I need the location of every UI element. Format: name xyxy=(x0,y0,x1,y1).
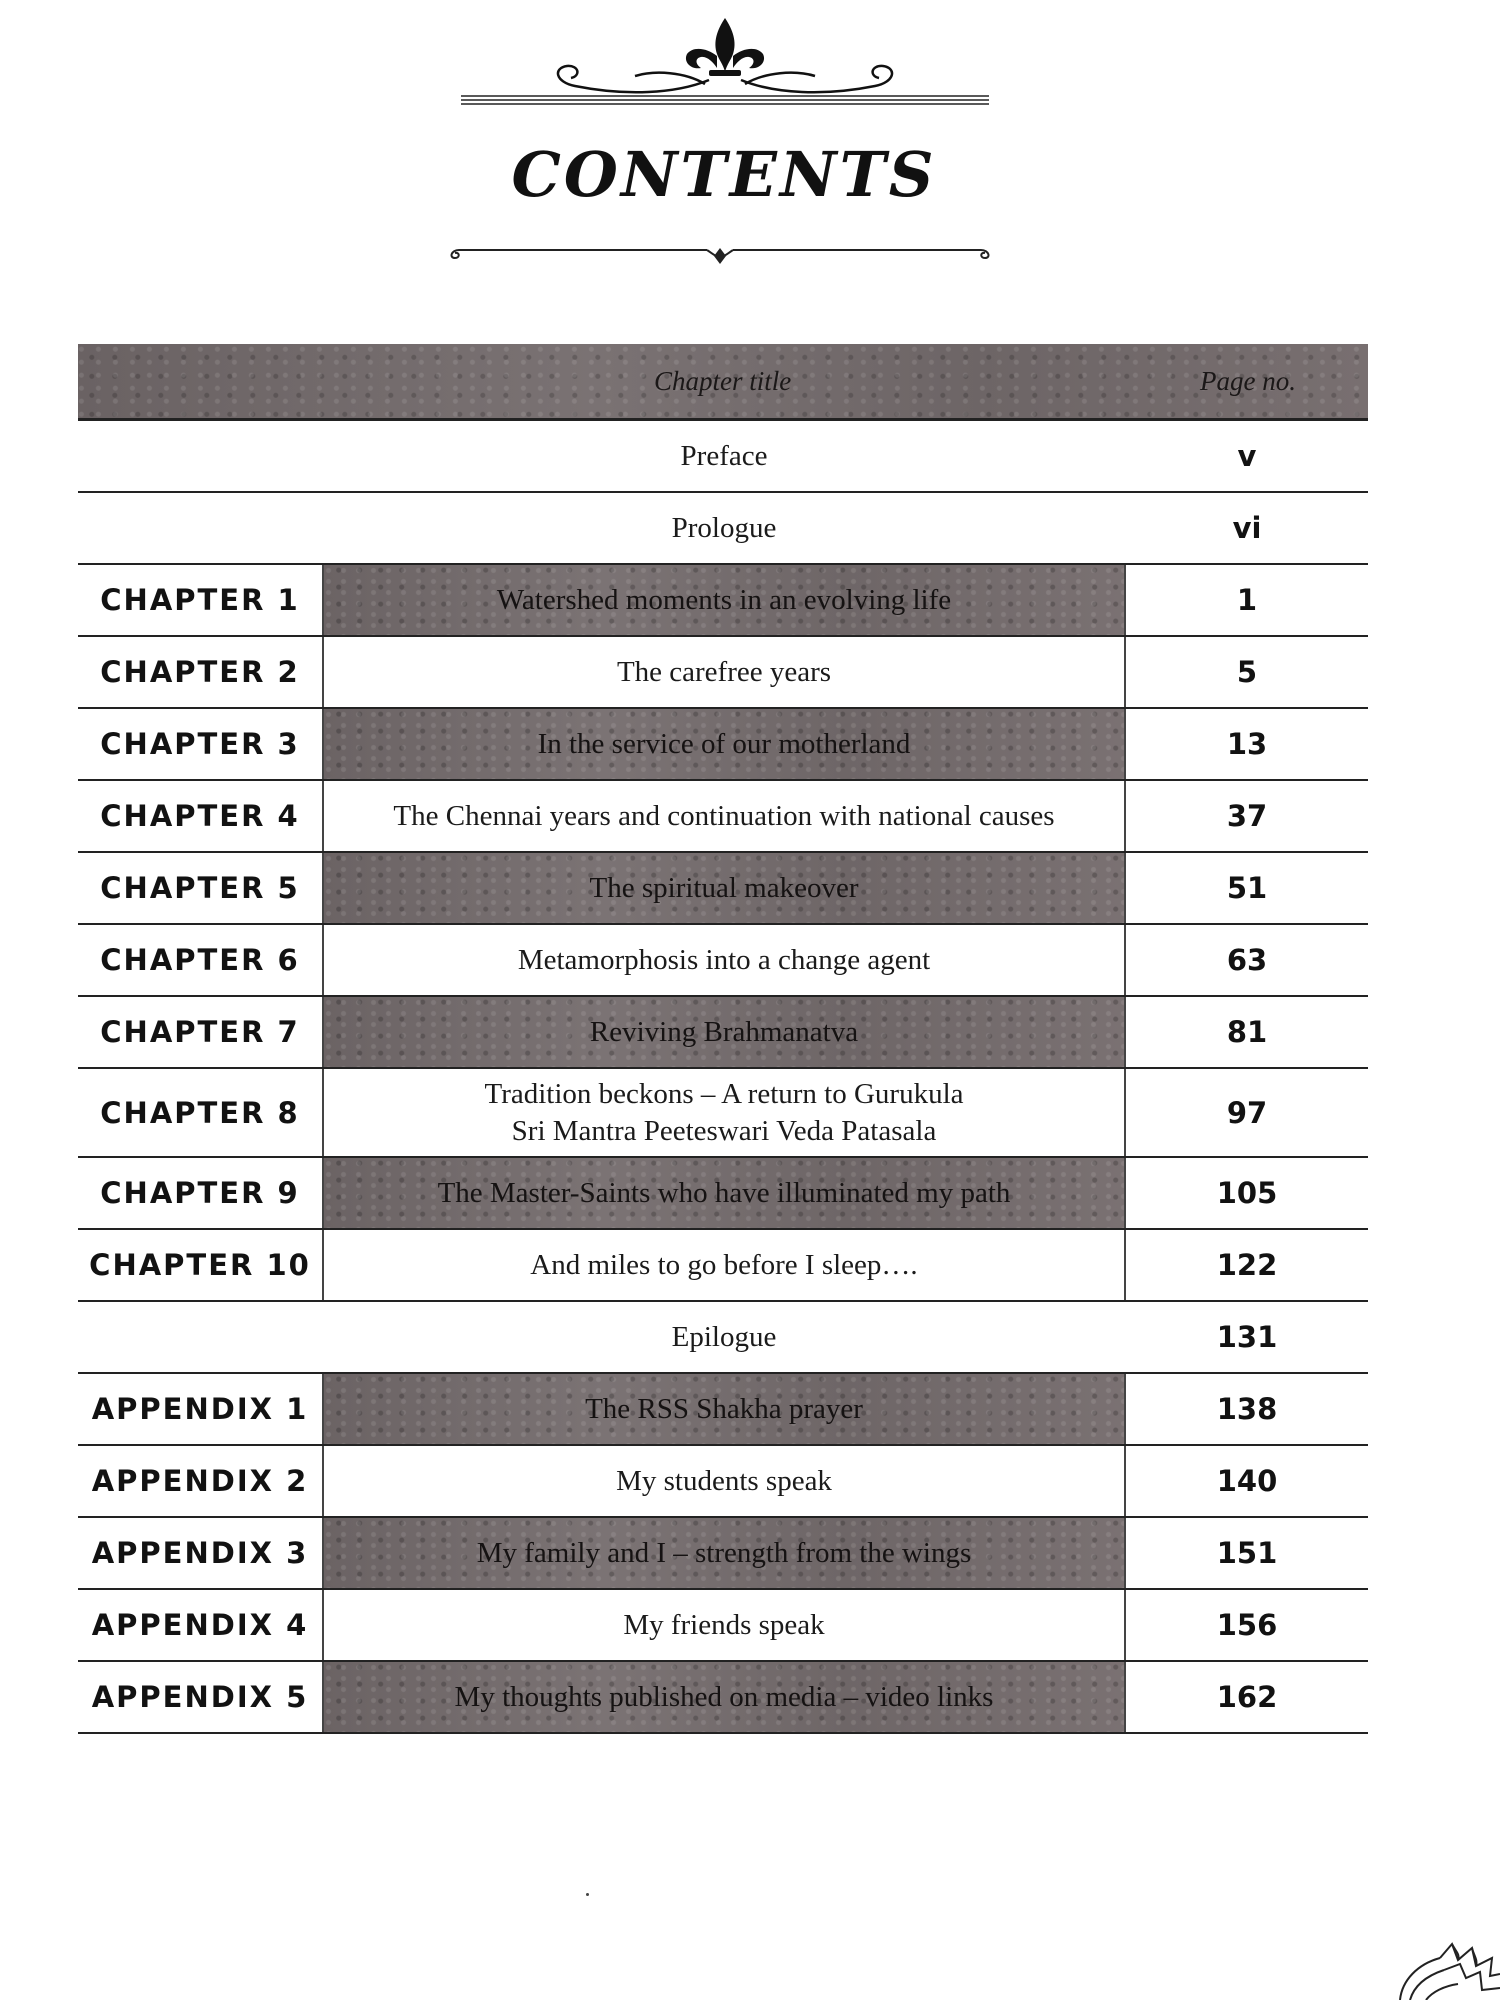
row-title: My friends speak xyxy=(324,1590,1126,1660)
header-chapter-title: Chapter title xyxy=(654,366,792,396)
row-page: 37 xyxy=(1226,799,1268,833)
row-title: My thoughts published on media – video links xyxy=(324,1662,1126,1732)
row-label: CHAPTER 9 xyxy=(78,1158,324,1228)
toc-row-chapter-8[interactable] xyxy=(78,1069,1368,1158)
row-label: APPENDIX 1 xyxy=(78,1374,324,1444)
row-title: Reviving Brahmanatva xyxy=(324,997,1126,1067)
row-title: Metamorphosis into a change agent xyxy=(324,925,1126,995)
toc-row-appendix-5[interactable] xyxy=(78,1662,1368,1734)
row-page: v xyxy=(1237,439,1257,473)
row-title: The Master-Saints who have illuminated my path xyxy=(324,1158,1126,1228)
fleur-de-lis-ornament-icon xyxy=(455,12,995,122)
toc-row-chapter-3[interactable] xyxy=(78,709,1368,781)
row-title: The spiritual makeover xyxy=(324,853,1126,923)
speck-mark xyxy=(586,1893,589,1896)
row-page: 13 xyxy=(1226,727,1268,761)
toc-row-appendix-2[interactable] xyxy=(78,1446,1368,1518)
row-label: CHAPTER 6 xyxy=(78,925,324,995)
contents-table xyxy=(78,344,1368,1734)
row-page: 131 xyxy=(1216,1320,1278,1354)
row-page: 97 xyxy=(1226,1095,1268,1130)
row-title: The RSS Shakha prayer xyxy=(324,1374,1126,1444)
row-label: CHAPTER 1 xyxy=(78,565,324,635)
row-label xyxy=(78,1302,324,1372)
toc-row-chapter-9[interactable] xyxy=(78,1158,1368,1230)
toc-row-chapter-10[interactable] xyxy=(78,1230,1368,1302)
toc-row-chapter-4[interactable] xyxy=(78,781,1368,853)
row-page: 63 xyxy=(1226,943,1268,977)
header-page-no: Page no. xyxy=(1200,366,1296,396)
table-header xyxy=(78,344,1368,421)
row-label xyxy=(78,421,324,491)
row-title: Prologue xyxy=(671,511,777,544)
row-label xyxy=(78,493,324,563)
mandala-corner-icon xyxy=(1340,1900,1500,2000)
row-label: CHAPTER 5 xyxy=(78,853,324,923)
row-label: APPENDIX 3 xyxy=(78,1518,324,1588)
row-title: My family and I – strength from the wings xyxy=(324,1518,1126,1588)
row-label: CHAPTER 7 xyxy=(78,997,324,1067)
row-label: CHAPTER 8 xyxy=(78,1069,324,1156)
row-label: APPENDIX 4 xyxy=(78,1590,324,1660)
row-page: 122 xyxy=(1216,1248,1278,1282)
row-title: Epilogue xyxy=(671,1320,777,1353)
row-title: In the service of our motherland xyxy=(324,709,1126,779)
row-page: 138 xyxy=(1216,1392,1278,1426)
toc-row-chapter-1[interactable] xyxy=(78,565,1368,637)
row-page: 151 xyxy=(1216,1536,1278,1570)
toc-row-chapter-7[interactable] xyxy=(78,997,1368,1069)
row-label: CHAPTER 3 xyxy=(78,709,324,779)
row-title: The carefree years xyxy=(324,637,1126,707)
toc-row-chapter-5[interactable] xyxy=(78,853,1368,925)
row-page: vi xyxy=(1232,511,1262,545)
toc-row-appendix-4[interactable] xyxy=(78,1590,1368,1662)
toc-row-prologue[interactable] xyxy=(78,493,1368,565)
row-label: CHAPTER 10 xyxy=(78,1230,324,1300)
row-page: 5 xyxy=(1236,655,1258,689)
toc-row-preface[interactable] xyxy=(78,421,1368,493)
row-label: CHAPTER 2 xyxy=(78,637,324,707)
page-title: CONTENTS xyxy=(511,138,937,211)
row-title: Tradition beckons – A return to Gurukula Sri Mantra Peeteswari Veda Patasala xyxy=(324,1069,1126,1156)
row-label: CHAPTER 4 xyxy=(78,781,324,851)
row-page: 162 xyxy=(1216,1680,1278,1714)
row-page: 1 xyxy=(1236,583,1258,617)
row-title: And miles to go before I sleep…. xyxy=(324,1230,1126,1300)
row-title: The Chennai years and continuation with national causes xyxy=(324,781,1126,851)
toc-row-chapter-2[interactable] xyxy=(78,637,1368,709)
toc-row-chapter-6[interactable] xyxy=(78,925,1368,997)
row-page: 105 xyxy=(1216,1176,1278,1210)
row-page: 51 xyxy=(1226,871,1268,905)
scroll-divider-icon xyxy=(445,240,995,266)
toc-row-epilogue[interactable] xyxy=(78,1302,1368,1374)
row-label: APPENDIX 2 xyxy=(78,1446,324,1516)
toc-row-appendix-1[interactable] xyxy=(78,1374,1368,1446)
row-title: Preface xyxy=(680,439,768,472)
row-label: APPENDIX 5 xyxy=(78,1662,324,1732)
row-page: 81 xyxy=(1226,1015,1268,1049)
toc-row-appendix-3[interactable] xyxy=(78,1518,1368,1590)
row-title: My students speak xyxy=(324,1446,1126,1516)
row-page: 140 xyxy=(1216,1464,1278,1498)
row-title: Watershed moments in an evolving life xyxy=(324,565,1126,635)
row-page: 156 xyxy=(1216,1608,1278,1642)
